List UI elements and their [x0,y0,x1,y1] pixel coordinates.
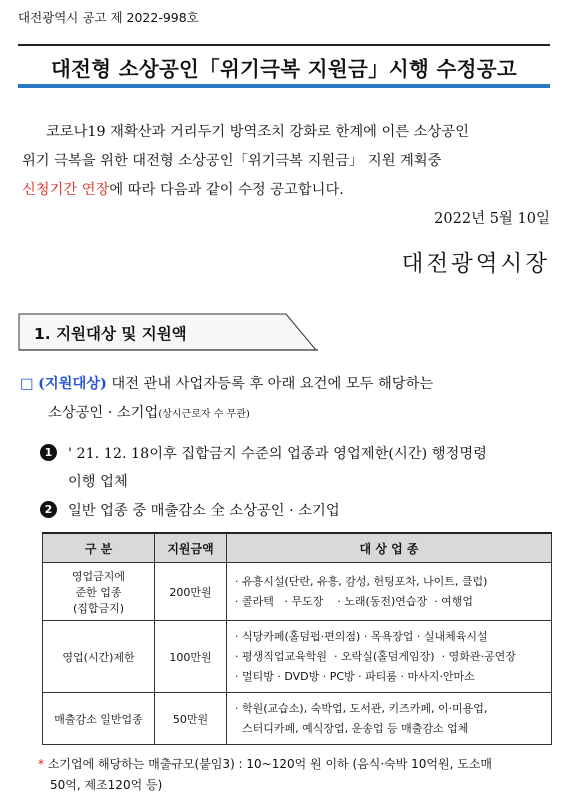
target-line-1 [20,373,433,393]
table-row [43,621,552,693]
support-table [42,532,552,745]
table-row [43,693,552,745]
category-line: (집합금지) [72,601,125,615]
row-amount: 50만원 [155,693,227,745]
item-2-line-1: 일반 업종 중 매출감소 全 소상공인 · 소기업 [68,503,340,519]
row-category: 영업(시간)제한 [43,621,155,693]
header-amount: 지원금액 [155,533,227,563]
industry-line: · 학원(교습소), 숙박업, 도서관, 키즈카페, 이·미용업, [235,701,488,715]
target-note: (상시근로자 수 무관) [158,409,250,420]
industry-line: · 유흥시설(단란, 유흥, 감성, 헌팅포차, 나이트, 클럽) [235,574,488,588]
intro-line-3-rest: 에 따라 다음과 같이 수정 공고합니다. [109,182,344,198]
footnote-line-1 [38,754,558,775]
highlight-text: 신청기간 연장 [22,182,110,198]
intro-paragraph [22,118,552,205]
category-line: 준한 업종 [75,585,122,599]
industry-line: · 콜라텍 · 무도장 · 노래(동전)연습장 · 여행업 [235,594,474,608]
section-title: 1. 지원대상 및 지원액 [34,325,187,343]
intro-line-2: 위기 극복을 위한 대전형 소상공인「위기극복 지원금」 지원 계획중 [22,153,442,169]
notice-date: 2022년 5월 10일 [434,211,550,227]
target-line-2 [48,402,250,422]
industry-line: · 식당카페(홀덤펍·편의점) · 목욕장업 · 실내체육시설 [235,629,488,643]
issuer-name: 대전광역시장 [401,251,550,277]
footnote-text: 소기업에 해당하는 매출규모(붙임3) : 10~120억 원 이하 (음식·숙박 10억원, 도소매 [47,757,492,771]
header-category: 구 분 [43,533,155,563]
header-industries: 대 상 업 종 [227,533,552,563]
row-category: 매출감소 일반업종 [43,693,155,745]
intro-line-1: 코로나19 재확산과 거리두기 방역조치 강화로 한계에 이른 소상공인 [46,124,469,140]
footnote-line-2: 50억, 제조120억 등) [50,778,163,792]
footnote-star: * [38,757,44,771]
industry-line: · 멀티방 · DVD방 · PC방 · 파티룸 · 마사지·안마소 [235,669,475,683]
category-line: 영업금지에 [71,569,126,583]
item-1-line-1: ' 21. 12. 18이후 집합금지 수준의 업종과 영업제한(시간) 행정명령 [68,446,487,462]
row-amount: 100만원 [155,621,227,693]
row-industries [227,621,552,693]
footnote [38,754,558,796]
target-text-2: 소상공인 · 소기업 [48,405,159,421]
intro-line-3 [22,176,552,205]
table-row [43,563,552,621]
row-amount: 200만원 [155,563,227,621]
page-title: 대전형 소상공인「위기극복 지원금」시행 수정공고 [51,57,517,81]
number-2-icon: 2 [40,501,57,518]
row-industries [227,693,552,745]
number-1-icon: 1 [40,444,57,461]
table-header-row [43,533,552,563]
row-industries [227,563,552,621]
row-category [43,563,155,621]
industry-line: 스터디카페, 예식장업, 운송업 등 매출감소 업체 [235,721,469,735]
target-label: (지원대상) [38,376,107,392]
industry-line: · 평생직업교육학원 · 오락실(홀덤게임장) · 영화관·공연장 [235,649,516,663]
target-text: 대전 관내 사업자등록 후 아래 요건에 모두 해당하는 [106,376,434,392]
checkbox-icon: □ [20,376,34,392]
item-1-line-2: 이행 업체 [68,474,128,490]
notice-number: 대전광역시 공고 제 2022-998호 [18,10,199,25]
